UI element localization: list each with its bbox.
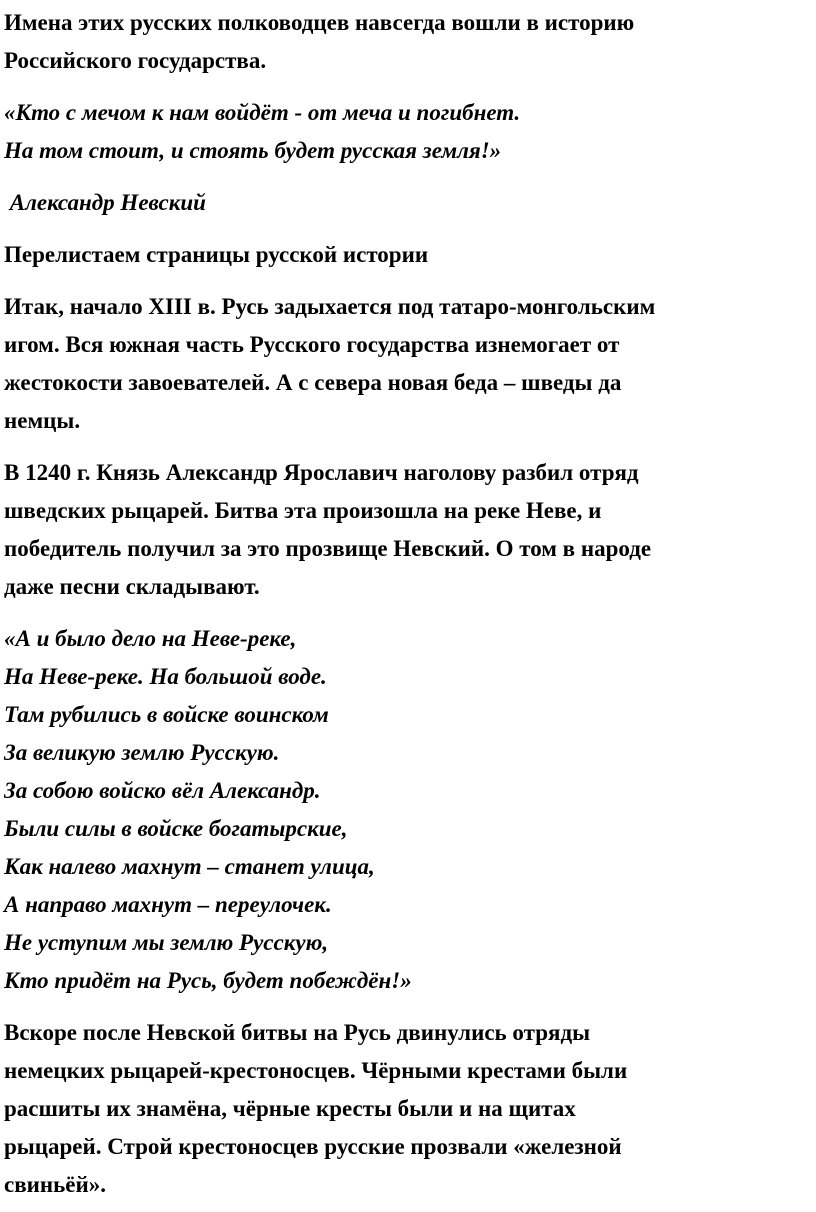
intro-paragraph bbox=[4, 4, 812, 80]
verse-line: Были силы в войске богатырские, bbox=[4, 816, 348, 841]
intro-line: Российского государства. bbox=[4, 48, 267, 73]
paragraph-line: В 1240 г. Князь Александр Ярославич наголову разбил отряд bbox=[4, 460, 639, 485]
section-heading bbox=[4, 236, 812, 274]
paragraph-3 bbox=[4, 1014, 812, 1204]
song-verse bbox=[4, 620, 812, 1000]
verse-line: На Неве-реке. На большой воде. bbox=[4, 664, 327, 689]
verse-line: А направо махнут – переулочек. bbox=[4, 892, 332, 917]
paragraph-1 bbox=[4, 288, 812, 440]
verse-line: Там рубились в войске воинском bbox=[4, 702, 329, 727]
paragraph-line: жестокости завоевателей. А с севера новая беда – шведы да bbox=[4, 370, 622, 395]
quote-line: На том стоит, и стоять будет русская земля!» bbox=[4, 138, 502, 163]
paragraph-line: победитель получил за это прозвище Невский. О том в народе bbox=[4, 536, 652, 561]
quote-author bbox=[4, 184, 812, 222]
paragraph-line: даже песни складывают. bbox=[4, 574, 260, 599]
verse-line: За собою войско вёл Александр. bbox=[4, 778, 321, 803]
paragraph-line: свиньёй». bbox=[4, 1172, 107, 1197]
quote-block bbox=[4, 94, 812, 170]
verse-line: За великую землю Русскую. bbox=[4, 740, 280, 765]
intro-line: Имена этих русских полководцев навсегда вошли в историю bbox=[4, 10, 635, 35]
paragraph-line: рыцарей. Строй крестоносцев русские прозвали «железной bbox=[4, 1134, 622, 1159]
verse-line: Кто придёт на Русь, будет побеждён!» bbox=[4, 968, 412, 993]
paragraph-line: шведских рыцарей. Битва эта произошла на реке Неве, и bbox=[4, 498, 602, 523]
author-name: Александр Невский bbox=[4, 190, 206, 215]
paragraph-line: немцы. bbox=[4, 408, 81, 433]
document-page bbox=[4, 4, 812, 1204]
quote-line: «Кто с мечом к нам войдёт - от меча и погибнет. bbox=[4, 100, 521, 125]
heading-text: Перелистаем страницы русской истории bbox=[4, 242, 429, 267]
paragraph-line: Итак, начало XIII в. Русь задыхается под татаро-монгольским bbox=[4, 294, 656, 319]
verse-line: «А и было дело на Неве-реке, bbox=[4, 626, 297, 651]
verse-line: Как налево махнут – станет улица, bbox=[4, 854, 375, 879]
paragraph-line: расшиты их знамёна, чёрные кресты были и на щитах bbox=[4, 1096, 576, 1121]
paragraph-line: Вскоре после Невской битвы на Русь двинулись отряды bbox=[4, 1020, 591, 1045]
paragraph-2 bbox=[4, 454, 812, 606]
paragraph-line: игом. Вся южная часть Русского государства изнемогает от bbox=[4, 332, 620, 357]
paragraph-line: немецких рыцарей-крестоносцев. Чёрными крестами были bbox=[4, 1058, 628, 1083]
verse-line: Не уступим мы землю Русскую, bbox=[4, 930, 329, 955]
